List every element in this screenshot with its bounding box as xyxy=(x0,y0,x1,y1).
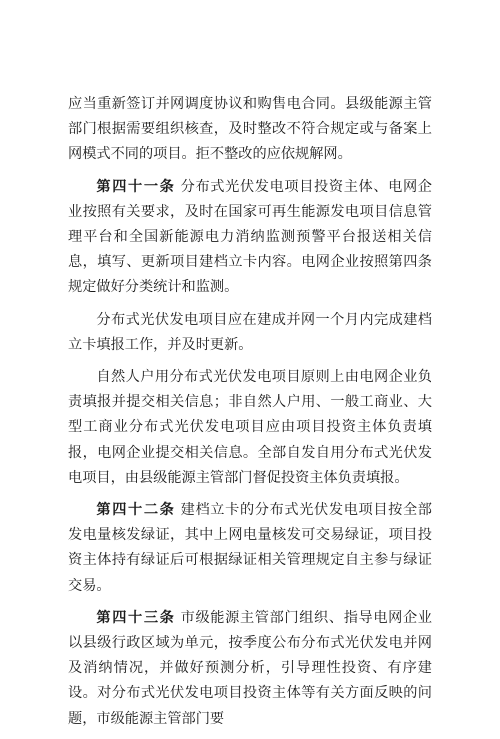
article-41-text: 分布式光伏发电项目投资主体、电网企业按照有关要求，及时在国家可再生能源发电项目信息管理平台和全国新能源电力消纳监测预警平台报送相关信息，填写、更新项目建档立卡内容。电网企业按照第四条规定做好分类统计和监测。 xyxy=(68,178,432,296)
paragraph-1-text: 应当重新签订并网调度协议和购售电合同。县级能源主管部门根据需要组织核查，及时整改不符合规定或与备案上网模式不同的项目。拒不整改的应依规解网。 xyxy=(68,96,432,163)
paragraph-1 xyxy=(68,92,432,168)
article-41 xyxy=(68,175,432,301)
article-42-text: 建档立卡的分布式光伏发电项目按全部发电量核发绿证，其中上网电量核发可交易绿证，项目投资主体持有绿证后可根据绿证相关管理规定自主参与绿证交易。 xyxy=(68,502,432,594)
paragraph-3-text: 分布式光伏发电项目应在建成并网一个月内完成建档立卡填报工作，并及时更新。 xyxy=(68,311,432,353)
article-41-heading: 第四十一条 xyxy=(96,178,176,195)
article-43 xyxy=(68,606,432,732)
article-42-heading: 第四十二条 xyxy=(96,502,176,519)
article-43-text: 市级能源主管部门组织、指导电网企业以县级行政区域为单元，按季度公布分布式光伏发电并网及消纳情况，并做好预测分析，引导理性投资、有序建设。对分布式光伏发电项目投资主体等有关方面反映的问题，市级能源主管部门要 xyxy=(68,609,432,727)
article-43-heading: 第四十三条 xyxy=(96,609,176,626)
paragraph-4-text: 自然人户用分布式光伏发电项目原则上由电网企业负责填报并提交相关信息；非自然人户用、一般工商业、大型工商业分布式光伏发电项目应由项目投资主体负责填报，电网企业提交相关信息。全部自发自用分布式光伏发电项目，由县级能源主管部门督促投资主体负责填报。 xyxy=(68,369,432,486)
paragraph-4 xyxy=(68,365,432,491)
article-42 xyxy=(68,498,432,599)
document-body xyxy=(68,92,432,739)
paragraph-3 xyxy=(68,308,432,358)
